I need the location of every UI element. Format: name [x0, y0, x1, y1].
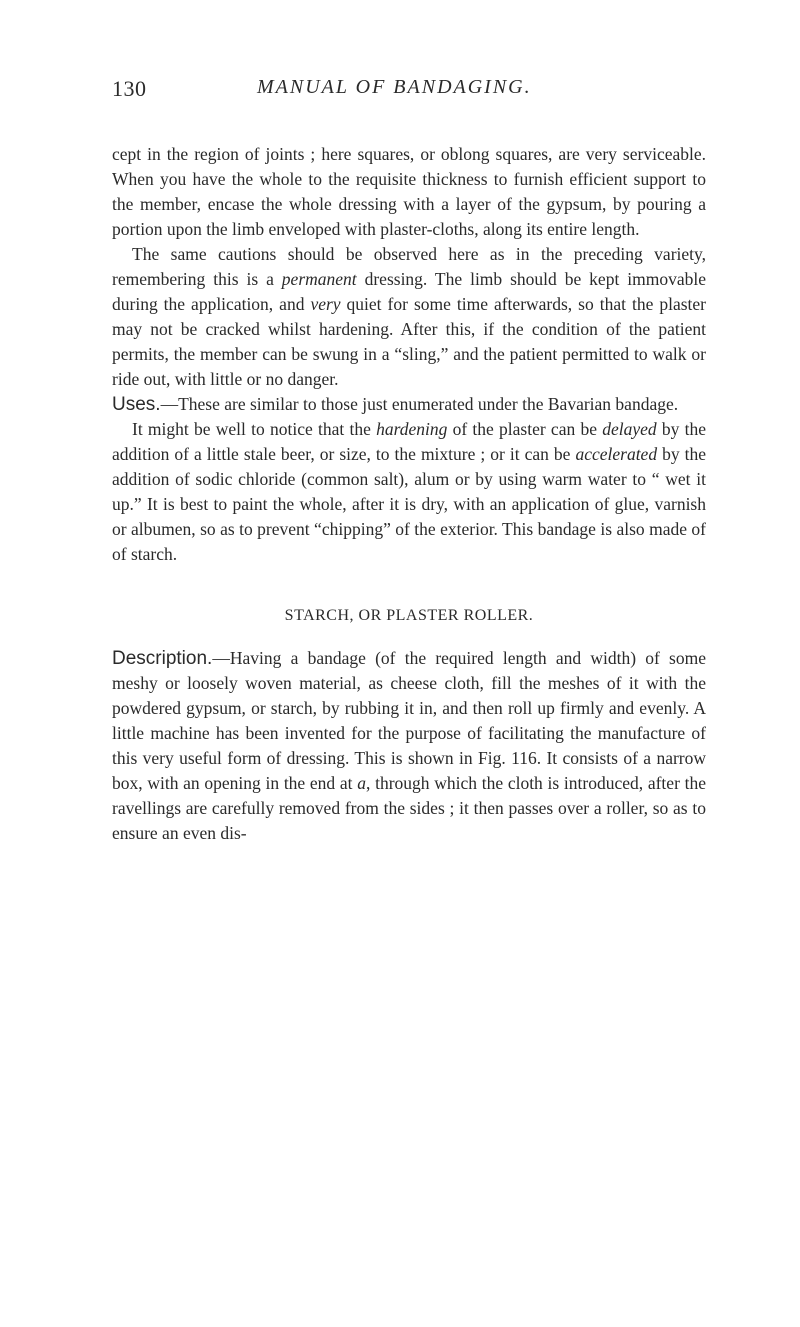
paragraph-text: cept in the region of joints ; here squares, or oblong squares, are very serviceable. When you have the whole to the requisite thickness to furnish efficient support to the member, encase the whole dressing with a layer of the gypsum, by pouring a portion upon the limb enveloped with plaster-cloths, along its entire length. — [112, 144, 706, 239]
page-number: 130 — [112, 76, 147, 101]
text-run: The same cautions should be observed here as in the preceding variety, remembering this is a — [112, 244, 706, 289]
text-run: dressing. The limb should be kept immovable during the application, and — [112, 269, 706, 314]
text-run: quiet for some time afterwards, so that the plaster may not be cracked whilst hardening. After this, if the condition of the patient permits, the member can be swung in a “sling,” and the patient permitted to walk or ride out, with little or no danger. — [112, 294, 706, 389]
italic-run: very — [310, 294, 341, 314]
running-title: MANUAL OF BANDAGING. — [257, 76, 532, 98]
body-text — [112, 142, 706, 846]
italic-run: accelerated — [575, 444, 658, 464]
text-run: —These are similar to those just enumerated under the Bavarian bandage. — [160, 394, 679, 414]
text-run: by the addition of sodic chloride (common salt), alum or by using warm water to “ wet it up.” It is best to paint the whole, after it is dry, with an application of glue, varnish or albumen, so as to prevent “chipping” of the exterior. This bandage is also made of of starch. — [112, 444, 706, 564]
text-run: It might be well to notice that the — [132, 419, 377, 439]
paragraph-cautions — [112, 242, 706, 392]
text-run: by the addition of a little stale beer, or size, to the mixture ; or it can be — [112, 419, 706, 464]
paragraph-continuation — [112, 142, 706, 242]
italic-run: delayed — [602, 419, 657, 439]
run-in-heading-description: Description. — [112, 648, 213, 669]
paragraph-hardening — [112, 417, 706, 567]
paragraph-description — [112, 646, 706, 846]
italic-run: hardening — [376, 419, 448, 439]
italic-run: a — [357, 773, 366, 793]
text-run: —Having a bandage (of the required length and width) of some meshy or loosely woven material, as cheese cloth, fill the meshes of it with the powdered gypsum, or starch, by rubbing it in, and then roll up firmly and evenly. A little machine has been invented for the purpose of facilitating the manufacture of this very useful form of dressing. This is shown in Fig. 116. It consists of a narrow box, with an opening in the end at — [112, 648, 706, 793]
paragraph-uses — [112, 392, 706, 417]
running-head — [112, 76, 712, 106]
run-in-heading-uses: Uses. — [112, 394, 161, 415]
italic-run: permanent — [281, 269, 357, 289]
text-run: of the plaster can be — [447, 419, 603, 439]
text-run: , through which the cloth is introduced, after the ravellings are carefully removed from the sides ; it then passes over a roller, so as to ensure an even dis- — [112, 773, 706, 843]
section-heading: STARCH, OR PLASTER ROLLER. — [284, 607, 534, 624]
